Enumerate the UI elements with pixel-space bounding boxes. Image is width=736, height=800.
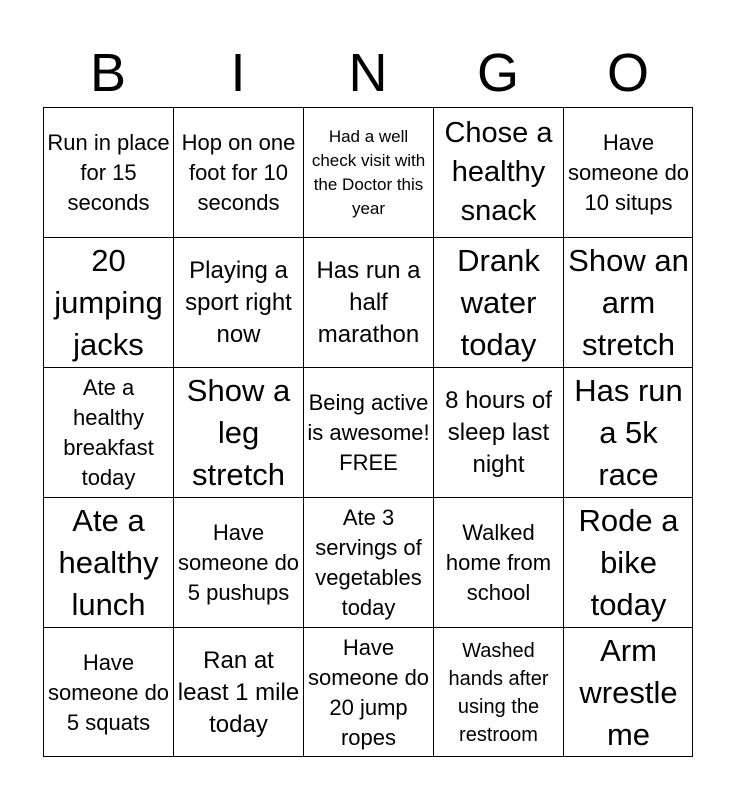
cell-text: Have someone do 5 pushups bbox=[177, 519, 300, 605]
bingo-cell[interactable] bbox=[173, 237, 303, 367]
bingo-cell[interactable] bbox=[43, 497, 173, 627]
bingo-cell[interactable] bbox=[563, 237, 693, 367]
bingo-cell[interactable] bbox=[433, 237, 563, 367]
bingo-cell[interactable] bbox=[433, 497, 563, 627]
header-letter-o: O bbox=[606, 43, 649, 103]
bingo-cell[interactable] bbox=[173, 497, 303, 627]
cell-text: Washed hands after using the restroom bbox=[448, 639, 549, 746]
cell-text: Show a leg stretch bbox=[186, 372, 291, 492]
cell-text: Chose a healthy snack bbox=[444, 117, 553, 227]
bingo-cell[interactable] bbox=[563, 627, 693, 757]
header-letter-b: B bbox=[89, 43, 127, 103]
cell-text: Arm wrestle me bbox=[579, 632, 678, 752]
cell-text: Show an arm stretch bbox=[568, 242, 689, 362]
cell-text: 8 hours of sleep last night bbox=[445, 386, 552, 478]
cell-text: Being active is awesome! FREE bbox=[307, 389, 430, 475]
bingo-cell-free[interactable] bbox=[303, 367, 433, 497]
cell-text: Ate a healthy breakfast today bbox=[63, 374, 154, 490]
bingo-cell[interactable] bbox=[173, 367, 303, 497]
bingo-cell[interactable] bbox=[433, 627, 563, 757]
bingo-cell[interactable] bbox=[563, 107, 693, 237]
cell-text: Had a well check visit with the Doctor this year bbox=[311, 126, 426, 218]
bingo-cell[interactable] bbox=[43, 627, 173, 757]
cell-text: Has run a 5k race bbox=[574, 372, 683, 492]
cell-text: Drank water today bbox=[457, 242, 540, 362]
header-letter-i: I bbox=[230, 43, 246, 103]
bingo-cell[interactable] bbox=[563, 497, 693, 627]
cell-text: Rode a bike today bbox=[578, 502, 679, 622]
bingo-cell[interactable] bbox=[303, 627, 433, 757]
bingo-cell[interactable] bbox=[43, 367, 173, 497]
bingo-cell[interactable] bbox=[173, 627, 303, 757]
header-letter-n: N bbox=[348, 43, 388, 103]
cell-text: Hop on one foot for 10 seconds bbox=[181, 129, 296, 215]
bingo-grid bbox=[43, 107, 693, 757]
cell-text: Ate 3 servings of vegetables today bbox=[315, 504, 422, 620]
cell-text: Ate a healthy lunch bbox=[58, 502, 159, 622]
bingo-cell[interactable] bbox=[563, 367, 693, 497]
cell-text: Have someone do 10 situps bbox=[567, 129, 690, 215]
bingo-cell[interactable] bbox=[303, 497, 433, 627]
bingo-header bbox=[43, 40, 693, 106]
cell-text: Run in place for 15 seconds bbox=[47, 129, 170, 215]
bingo-cell[interactable] bbox=[173, 107, 303, 237]
bingo-cell[interactable] bbox=[303, 237, 433, 367]
cell-text: Playing a sport right now bbox=[185, 256, 292, 348]
cell-text: 20 jumping jacks bbox=[54, 242, 163, 362]
cell-text: Has run a half marathon bbox=[316, 256, 421, 348]
cell-text: Have someone do 5 squats bbox=[47, 649, 170, 735]
bingo-cell[interactable] bbox=[433, 107, 563, 237]
bingo-cell[interactable] bbox=[433, 367, 563, 497]
bingo-cell[interactable] bbox=[43, 107, 173, 237]
bingo-cell[interactable] bbox=[303, 107, 433, 237]
cell-text: Ran at least 1 mile today bbox=[177, 646, 300, 738]
cell-text: Walked home from school bbox=[445, 519, 552, 605]
cell-text: Have someone do 20 jump ropes bbox=[307, 634, 430, 750]
header-letter-g: G bbox=[476, 43, 519, 103]
bingo-cell[interactable] bbox=[43, 237, 173, 367]
